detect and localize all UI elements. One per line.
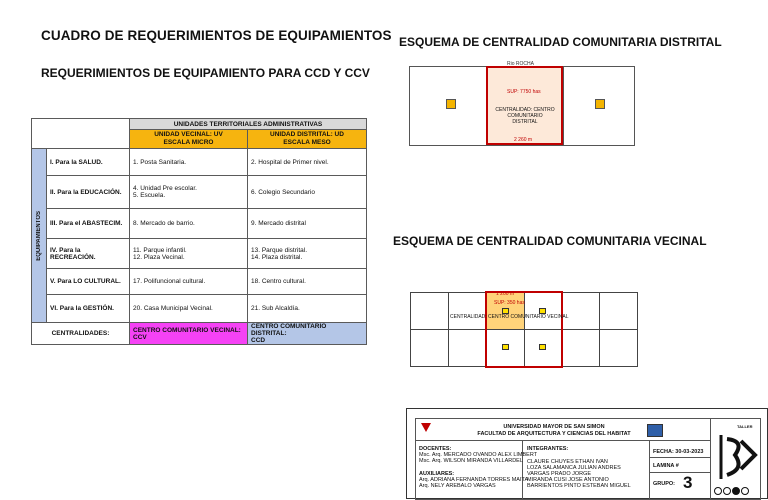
auxiliares-label: AUXILIARES:: [419, 471, 455, 477]
cell-ud: 9. Mercado distrital: [248, 209, 367, 239]
district-center-label: CENTRALIDAD: CENTRO COMUNITARIO DISTRITAL: [495, 107, 555, 125]
faculty-logo-icon: [647, 424, 663, 437]
col-unidad-distrital: UNIDAD DISTRITAL: UD ESCALA MESO: [248, 130, 367, 149]
dot-icon: [714, 487, 722, 495]
side-label: EQUIPAMIENTOS: [32, 149, 47, 323]
taller-logo-icon: [715, 431, 759, 483]
cell-ud: 13. Parque distrital. 14. Plaza distrital.: [248, 239, 367, 269]
equipment-marker: [539, 344, 546, 350]
table-row: [32, 239, 367, 269]
grid-cell: [448, 329, 487, 367]
grid-cell: [599, 329, 638, 367]
district-top-note: Rio ROCHA: [507, 61, 534, 67]
district-diagram-title: ESQUEMA DE CENTRALIDAD COMUNITARIA DISTRITAL: [399, 35, 722, 49]
dot-icon: [723, 487, 731, 495]
row-label: II. Para la EDUCACIÓN.: [47, 176, 130, 209]
row-label: V. Para LO CULTURAL.: [47, 269, 130, 295]
integrantes-names: CLAURE CHUYES ETHAN IVAN LOZA SALAMANCA JULIAN ANDRES VARGAS PRADO JORGE MIRANDA CUSI JOSE ANTONIO BARRIENTOS PINTO ESTEBAN MIGUEL: [527, 459, 631, 489]
district-dim-note: 2 260 m: [514, 137, 533, 143]
table-row: [32, 269, 367, 295]
main-title: CUADRO DE REQUERIMIENTOS DE EQUIPAMIENTOS: [41, 28, 392, 43]
centralidades-label: CENTRALIDADES:: [32, 323, 130, 345]
dot-filled-icon: [732, 487, 740, 495]
grupo-label: GRUPO:: [653, 481, 675, 487]
integrantes-label: INTEGRANTES:: [527, 446, 569, 452]
cell-uv: 4. Unidad Pre escolar. 5. Escuela.: [130, 176, 248, 209]
table-row: [32, 149, 367, 176]
neighborhood-diagram: [410, 292, 638, 367]
row-label: VI. Para la GESTIÓN.: [47, 295, 130, 323]
docentes-names: Msc. Arq. MERCADO OVANDO ALEX LIMBERT Msc. Arq. WILSON MIRANDA VILLARDEL: [419, 452, 538, 464]
equipment-marker: [502, 344, 509, 350]
district-diagram: [409, 61, 635, 146]
title-block: [406, 408, 768, 499]
grid-cell: [410, 292, 449, 330]
grid-cell: [448, 292, 487, 330]
cell-uv: 1. Posta Sanitaria.: [130, 149, 248, 176]
divider: [649, 440, 650, 500]
table-row: [32, 209, 367, 239]
lamina: LAMINA #: [653, 463, 679, 469]
row-label: I. Para la SALUD.: [47, 149, 130, 176]
fecha: FECHA: 30-03-2023: [653, 449, 704, 455]
cell-uv: 8. Mercado de barrio.: [130, 209, 248, 239]
faculty-name: FACULTAD DE ARQUITECTURA Y CIENCIAS DEL HABITAT: [477, 431, 631, 437]
dot-icon: [741, 487, 749, 495]
requirements-table: [31, 118, 367, 345]
table-corner: [32, 119, 130, 149]
col-unidad-vecinal: UNIDAD VECINAL: UV ESCALA MICRO: [130, 130, 248, 149]
cell-ud: 2. Hospital de Primer nivel.: [248, 149, 367, 176]
district-area-note: SUP: 7750 has: [507, 89, 541, 95]
table-row: [32, 176, 367, 209]
university-logo-icon: [421, 423, 431, 432]
grid-cell: [410, 329, 449, 367]
neighborhood-center-label: CENTRALIDAD: CENTRO COMUNITARIO VECINAL: [450, 314, 569, 320]
table-header: UNIDADES TERRITORIALES ADMINISTRATIVAS: [130, 119, 367, 130]
district-center-outline: [486, 66, 563, 145]
divider: [710, 418, 711, 500]
cell-ud: 21. Sub Alcaldía.: [248, 295, 367, 323]
cell-ud: 18. Centro cultural.: [248, 269, 367, 295]
neighborhood-diagram-title: ESQUEMA DE CENTRALIDAD COMUNITARIA VECINAL: [393, 234, 707, 248]
footer-ccv: CENTRO COMUNITARIO VECINAL: CCV: [130, 323, 248, 345]
divider: [649, 472, 710, 473]
cell-ud: 6. Colegio Secundario: [248, 176, 367, 209]
neighborhood-dim-note: 1 200 m: [496, 291, 515, 297]
auxiliares-names: Arq. ADRIANA FERNANDA TORRES MAITA Arq. NELY AREBALO VARGAS: [419, 477, 529, 489]
university-name: UNIVERSIDAD MAYOR DE SAN SIMON: [503, 424, 605, 430]
grid-cell: [599, 292, 638, 330]
footer-ccd: CENTRO COMUNITARIO DISTRITAL: CCD: [248, 323, 367, 345]
divider: [415, 440, 710, 441]
subtitle: REQUERIMIENTOS DE EQUIPAMIENTO PARA CCD Y CCV: [41, 66, 370, 80]
district-equipment-east: [595, 99, 605, 109]
neighborhood-area-note: SUP: 350 has: [494, 300, 525, 306]
taller-label: TALLER: [737, 424, 753, 429]
grid-cell: [562, 329, 600, 367]
row-label: IV. Para la RECREACIÓN.: [47, 239, 130, 269]
district-equipment-west: [446, 99, 456, 109]
table-row: [32, 295, 367, 323]
grid-cell: [562, 292, 600, 330]
grupo-number: 3: [683, 473, 693, 492]
row-label: III. Para el ABASTECIM.: [47, 209, 130, 239]
divider: [649, 457, 710, 458]
docentes-label: DOCENTES:: [419, 446, 452, 452]
cell-uv: 11. Parque infantil. 12. Plaza Vecinal.: [130, 239, 248, 269]
divider: [522, 440, 523, 500]
cell-uv: 20. Casa Municipal Vecinal.: [130, 295, 248, 323]
cell-uv: 17. Polifuncional cultural.: [130, 269, 248, 295]
